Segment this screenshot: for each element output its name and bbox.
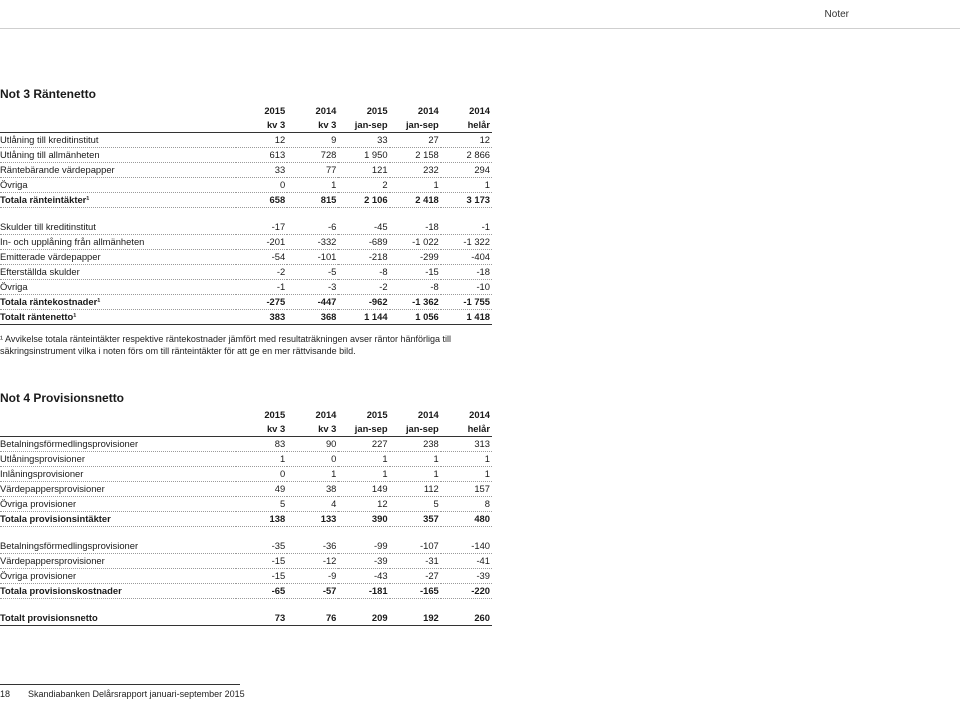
cell-value: 90 [287,437,338,452]
cell-value: 1 [236,452,287,467]
cell-value: -275 [236,295,287,310]
table-row [0,250,492,265]
table-row [0,437,492,452]
table-row [0,235,492,250]
column-year: 2015 [264,105,286,116]
row-label: Totala räntekostnader¹ [0,295,236,310]
row-label: Emitterade värdepapper [0,250,236,265]
cell-value: 12 [338,497,389,512]
column-period: jan-sep [390,422,441,437]
row-label: Övriga provisioner [0,497,236,512]
spacer-cell [390,599,441,612]
cell-value: -218 [338,250,389,265]
header-row-years [0,104,492,118]
cell-value: -404 [441,250,492,265]
cell-value: -1 022 [390,235,441,250]
cell-value: -15 [236,569,287,584]
cell-value: -15 [390,265,441,280]
cell-value: -99 [338,539,389,554]
cell-value: 77 [287,163,338,178]
cell-value: 1 [287,178,338,193]
spacer-cell [441,599,492,612]
cell-value: -8 [390,280,441,295]
cell-value: -15 [236,554,287,569]
row-label: Totala provisionskostnader [0,584,236,599]
row-label: In- och upplåning från allmänheten [0,235,236,250]
cell-value: 227 [338,437,389,452]
cell-value: 133 [287,512,338,527]
cell-value: -10 [441,280,492,295]
cell-value: -31 [390,554,441,569]
column-year: 2015 [366,105,388,116]
cell-value: 815 [287,193,338,208]
row-label: Betalningsförmedlingsprovisioner [0,437,236,452]
cell-value: 0 [287,452,338,467]
note-4-section [0,388,492,626]
cell-value: -1 755 [441,295,492,310]
cell-value: 313 [441,437,492,452]
column-year: 2014 [315,105,337,116]
total-row [0,512,492,527]
row-label: Övriga [0,178,236,193]
cell-value: 76 [287,611,338,626]
table-row [0,148,492,163]
cell-value: 1 [338,452,389,467]
column-period: jan-sep [338,422,389,437]
cell-value: -43 [338,569,389,584]
header-blank [0,118,236,133]
cell-value: 232 [390,163,441,178]
cell-value: -101 [287,250,338,265]
spacer-cell [441,208,492,221]
row-label: Utlåning till kreditinstitut [0,133,236,148]
cell-value: -35 [236,539,287,554]
cell-value: -299 [390,250,441,265]
total-row [0,584,492,599]
cell-value: 0 [236,178,287,193]
spacer-cell [338,599,389,612]
header-blank [0,104,236,118]
column-period: jan-sep [338,118,389,133]
net-total-row [0,310,492,325]
column-period: jan-sep [390,118,441,133]
spacer-row [0,208,492,221]
row-label: Betalningsförmedlingsprovisioner [0,539,236,554]
cell-value: 1 [338,467,389,482]
cell-value: -39 [441,569,492,584]
cell-value: 2 [338,178,389,193]
cell-value: -45 [338,220,389,235]
header-blank [0,408,236,422]
spacer-cell [287,208,338,221]
cell-value: -17 [236,220,287,235]
cell-value: -1 [236,280,287,295]
cell-value: 2 106 [338,193,389,208]
table-row [0,497,492,512]
table-row [0,280,492,295]
note-table [0,408,492,626]
cell-value: 294 [441,163,492,178]
cell-value: 260 [441,611,492,626]
header-divider [0,28,960,29]
cell-value: -107 [390,539,441,554]
cell-value: -27 [390,569,441,584]
spacer-cell [287,527,338,540]
row-label: Efterställda skulder [0,265,236,280]
table-row [0,569,492,584]
spacer-cell [0,527,236,540]
header-row-periods [0,118,492,133]
cell-value: 1 [441,452,492,467]
column-period: kv 3 [236,118,287,133]
cell-value: 728 [287,148,338,163]
cell-value: -12 [287,554,338,569]
cell-value: 1 [287,467,338,482]
spacer-cell [390,208,441,221]
table-row [0,178,492,193]
cell-value: 27 [390,133,441,148]
cell-value: 12 [441,133,492,148]
header-blank [0,422,236,437]
cell-value: 480 [441,512,492,527]
spacer-row [0,527,492,540]
spacer-cell [236,599,287,612]
cell-value: 112 [390,482,441,497]
column-year: 2014 [417,105,439,116]
table-row [0,467,492,482]
cell-value: 383 [236,310,287,325]
cell-value: 1 056 [390,310,441,325]
cell-value: 157 [441,482,492,497]
spacer-row [0,599,492,612]
cell-value: -447 [287,295,338,310]
cell-value: 49 [236,482,287,497]
cell-value: -5 [287,265,338,280]
net-total-row [0,611,492,626]
cell-value: 138 [236,512,287,527]
cell-value: 5 [390,497,441,512]
column-year: 2014 [469,105,490,116]
cell-value: 83 [236,437,287,452]
spacer-cell [287,599,338,612]
cell-value: 209 [338,611,389,626]
column-period: helår [441,422,492,437]
cell-value: 1 [390,452,441,467]
row-label: Totala provisionsintäkter [0,512,236,527]
cell-value: 1 [441,467,492,482]
spacer-cell [338,527,389,540]
spacer-cell [0,208,236,221]
total-row [0,295,492,310]
spacer-cell [0,599,236,612]
cell-value: 12 [236,133,287,148]
row-label: Utlåningsprovisioner [0,452,236,467]
column-year: 2015 [264,409,286,420]
row-label: Totalt räntenetto¹ [0,310,236,325]
cell-value: -140 [441,539,492,554]
cell-value: -2 [338,280,389,295]
cell-value: 33 [236,163,287,178]
table-row [0,163,492,178]
row-label: Värdepappersprovisioner [0,482,236,497]
cell-value: -1 [441,220,492,235]
header-row-periods [0,422,492,437]
cell-value: -220 [441,584,492,599]
cell-value: -201 [236,235,287,250]
table-row [0,452,492,467]
footer-divider [0,684,240,685]
cell-value: -3 [287,280,338,295]
column-period: kv 3 [236,422,287,437]
row-label: Totalt provisionsnetto [0,611,236,626]
page-footer [0,689,245,699]
cell-value: -165 [390,584,441,599]
table-row [0,133,492,148]
cell-value: -689 [338,235,389,250]
cell-value: -18 [441,265,492,280]
note-3-section [0,84,492,325]
column-year: 2014 [469,409,490,420]
cell-value: 2 418 [390,193,441,208]
section-label: Noter [824,9,849,20]
spacer-cell [338,208,389,221]
cell-value: -65 [236,584,287,599]
cell-value: 1 418 [441,310,492,325]
cell-value: 357 [390,512,441,527]
row-label: Totala ränteintäkter¹ [0,193,236,208]
row-label: Övriga [0,280,236,295]
note-title: Not 3 Räntenetto [0,87,96,101]
cell-value: -9 [287,569,338,584]
table-row [0,220,492,235]
table-row [0,265,492,280]
note-table [0,104,492,325]
cell-value: 33 [338,133,389,148]
cell-value: -57 [287,584,338,599]
spacer-cell [441,527,492,540]
table-row [0,482,492,497]
cell-value: -6 [287,220,338,235]
cell-value: -332 [287,235,338,250]
cell-value: 390 [338,512,389,527]
header-row-years [0,408,492,422]
column-year: 2014 [417,409,439,420]
footer-text: Skandiabanken Delårsrapport januari-september 2015 [28,689,245,699]
note-3-footnote: ¹ Avvikelse totala ränteintäkter respektive räntekostnader jämfört med resultaträkningen avser räntor hänförliga till säkringsinstrument vilka i noten förs om till ränteintäkter för att ge en mer rättvisande bild. [0,334,452,356]
column-period: helår [441,118,492,133]
column-year: 2015 [366,409,388,420]
cell-value: 73 [236,611,287,626]
cell-value: 1 [441,178,492,193]
cell-value: 1 144 [338,310,389,325]
cell-value: -41 [441,554,492,569]
cell-value: -962 [338,295,389,310]
spacer-cell [390,527,441,540]
cell-value: -1 322 [441,235,492,250]
cell-value: 1 [390,467,441,482]
cell-value: 38 [287,482,338,497]
column-year: 2014 [315,409,337,420]
cell-value: -36 [287,539,338,554]
row-label: Utlåning till allmänheten [0,148,236,163]
cell-value: 658 [236,193,287,208]
cell-value: -8 [338,265,389,280]
cell-value: 1 950 [338,148,389,163]
page-number: 18 [0,689,11,699]
row-label: Skulder till kreditinstitut [0,220,236,235]
table-row [0,554,492,569]
cell-value: -181 [338,584,389,599]
cell-value: 149 [338,482,389,497]
cell-value: 1 [390,178,441,193]
cell-value: 192 [390,611,441,626]
row-label: Värdepappersprovisioner [0,554,236,569]
note-title: Not 4 Provisionsnetto [0,391,125,405]
row-label: Övriga provisioner [0,569,236,584]
table-row [0,539,492,554]
cell-value: 8 [441,497,492,512]
cell-value: 613 [236,148,287,163]
cell-value: 2 866 [441,148,492,163]
cell-value: 2 158 [390,148,441,163]
cell-value: -1 362 [390,295,441,310]
total-row [0,193,492,208]
cell-value: 4 [287,497,338,512]
spacer-cell [236,527,287,540]
column-period: kv 3 [287,118,338,133]
cell-value: 121 [338,163,389,178]
cell-value: -2 [236,265,287,280]
cell-value: 238 [390,437,441,452]
cell-value: 3 173 [441,193,492,208]
spacer-cell [236,208,287,221]
row-label: Räntebärande värdepapper [0,163,236,178]
cell-value: 5 [236,497,287,512]
page-header [0,0,960,28]
cell-value: -18 [390,220,441,235]
cell-value: -39 [338,554,389,569]
cell-value: 368 [287,310,338,325]
column-period: kv 3 [287,422,338,437]
cell-value: 0 [236,467,287,482]
cell-value: 9 [287,133,338,148]
row-label: Inlåningsprovisioner [0,467,236,482]
cell-value: -54 [236,250,287,265]
